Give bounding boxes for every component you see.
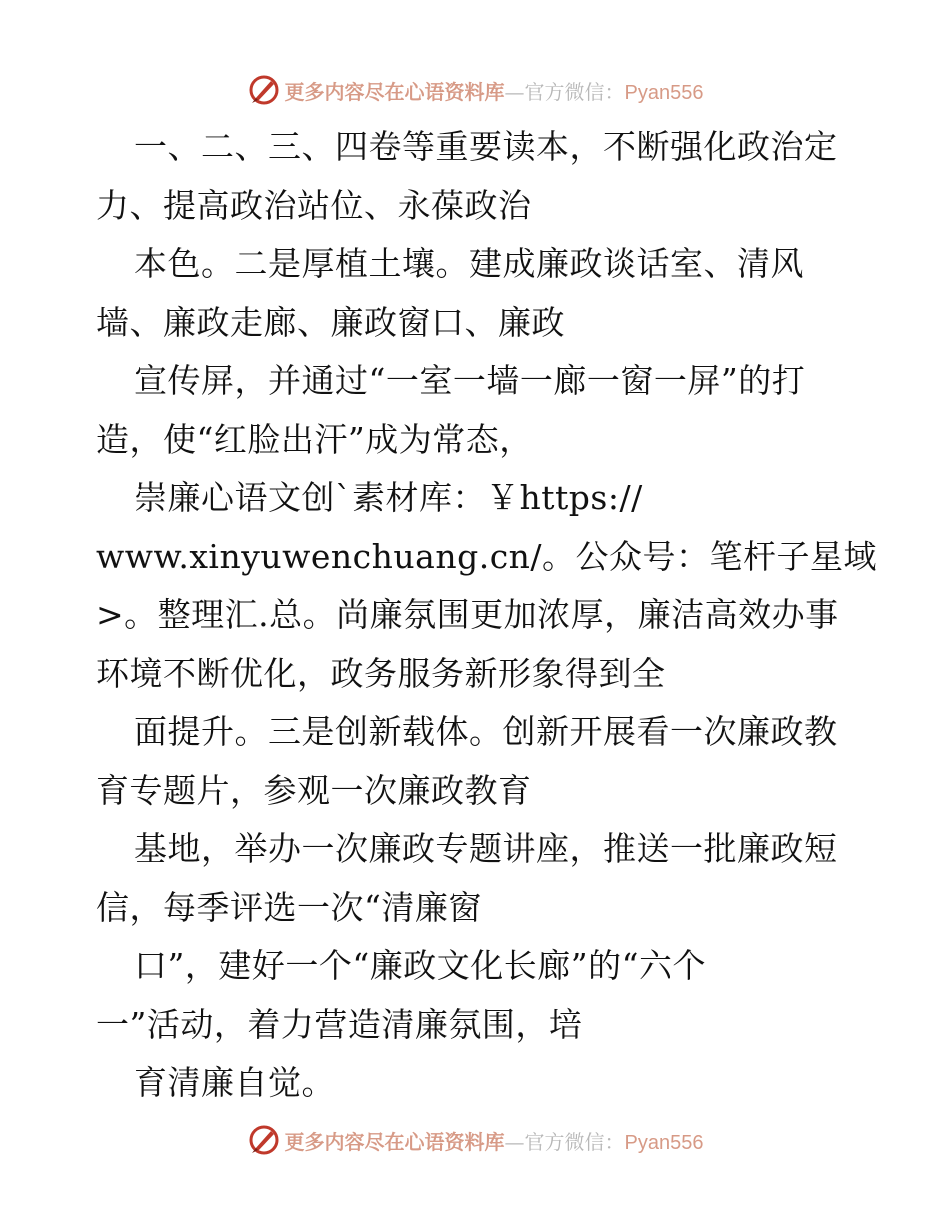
text-line: 一、二、三、四卷等重要读本，不断强化政治定 [134, 127, 838, 166]
header-separator: — [504, 79, 525, 104]
text-line: 造，使“红脸出汗”成为常态， [96, 419, 533, 459]
quill-pen-logo-icon [247, 1123, 281, 1157]
text-line: 信，每季评选一次“清廉窗 [96, 887, 482, 927]
quill-pen-logo-icon [247, 73, 281, 107]
header-text [285, 76, 704, 105]
document-body [96, 118, 876, 1113]
text-line: www.xinyuwenchuang.cn/。公众号：笔杆子星域 [96, 536, 878, 576]
text-line: 墙、廉政走廊、廉政窗口、廉政 [96, 302, 565, 342]
header-banner [0, 70, 950, 110]
text-line: 育专题片，参观一次廉政教育 [96, 770, 532, 810]
text-line: 环境不断优化，政务服务新形象得到全 [96, 653, 666, 693]
footer-wechat-label: 官方微信： [524, 1129, 625, 1154]
text-line: 力、提高政治站位、永葆政治 [96, 185, 532, 225]
text-line: 育清廉自觉。 [134, 1063, 335, 1102]
text-line: 口”，建好一个“廉政文化长廊”的“六个 [134, 946, 706, 985]
footer-text [285, 1126, 704, 1155]
footer-brand-text: 更多内容尽在心语资料库 [284, 1129, 505, 1154]
header-brand-text: 更多内容尽在心语资料库 [284, 79, 505, 104]
text-line: 基地，举办一次廉政专题讲座，推送一批廉政短 [134, 829, 838, 868]
text-line: 一”活动，着力营造清廉氛围，培 [96, 1004, 583, 1044]
text-line: 宣传屏，并通过“一室一墙一廊一窗一屏”的打 [134, 361, 806, 400]
header-wechat-id: Pyan556 [624, 81, 704, 104]
text-line: 面提升。三是创新载体。创新开展看一次廉政教 [134, 712, 838, 751]
header-wechat-label: 官方微信： [524, 79, 625, 104]
text-line: 本色。二是厚植土壤。建成廉政谈话室、清风 [134, 244, 804, 283]
text-line: 崇廉心语文创`素材库：￥https:// [134, 478, 643, 517]
text-line: >。整理汇.总。尚廉氛围更加浓厚，廉洁高效办事 [96, 595, 839, 634]
footer-wechat-id: Pyan556 [624, 1131, 704, 1154]
footer-separator: — [504, 1129, 525, 1154]
footer-banner [0, 1120, 950, 1160]
